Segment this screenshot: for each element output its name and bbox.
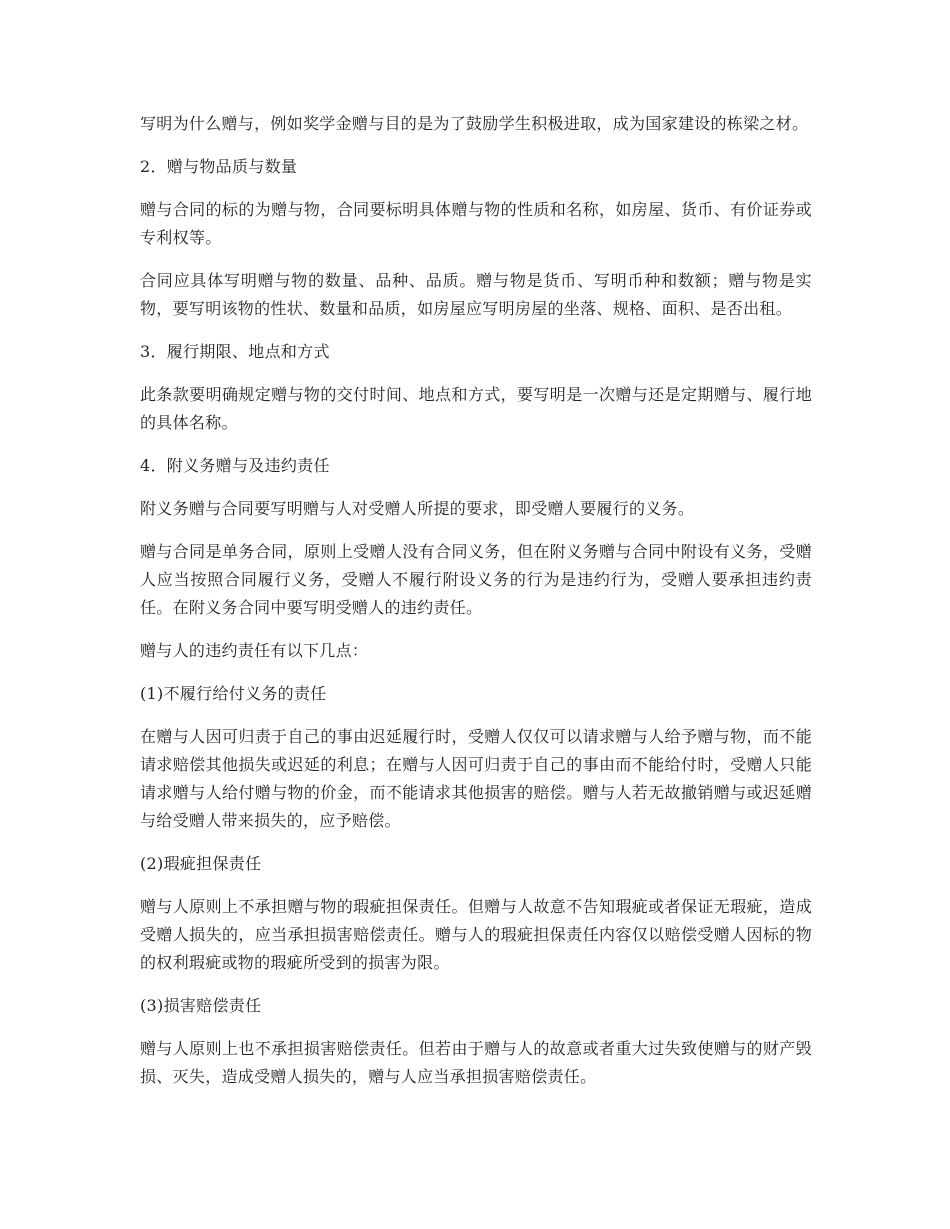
paragraph-gift-details: 合同应具体写明赠与物的数量、品种、品质。赠与物是货币、写明币种和数额；赠与物是实物，要写明该物的性状、数量和品质，如房屋应写明房屋的坐落、规格、面积、是否出租。 — [140, 271, 812, 318]
section-heading-gift-quality-quantity: 2．赠与物品质与数量 — [140, 157, 298, 176]
paragraph-gift-subject: 赠与合同的标的为赠与物，合同要标明具体赠与物的性质和名称，如房屋、货币、有价证券或专利权等。 — [140, 200, 812, 247]
section-heading-performance-terms: 3．履行期限、地点和方式 — [140, 342, 330, 361]
paragraph-donation-purpose: 写明为什么赠与，例如奖学金赠与目的是为了鼓励学生积极进取，成为国家建设的栋梁之材。 — [140, 114, 809, 133]
paragraph-donor-liability-intro: 赠与人的违约责任有以下几点： — [140, 641, 369, 660]
subheading-defect-warranty: (2)瑕疵担保责任 — [140, 854, 262, 873]
subheading-damages: (3)损害赔偿责任 — [140, 996, 262, 1015]
paragraph-conditional-gift: 附义务赠与合同要写明赠与人对受赠人所提的要求，即受赠人要履行的义务。 — [140, 499, 695, 518]
section-heading-obligations-liability: 4．附义务赠与及违约责任 — [140, 456, 330, 475]
paragraph-defect-warranty: 赠与人原则上不承担赠与物的瑕疵担保责任。但赠与人故意不告知瑕疵或者保证无瑕疵，造成受赠人损失的，应当承担损害赔偿责任。赠与人的瑕疵担保责任内容仅以赔偿受赠人因标的物的权利瑕疵或物的瑕疵所受到的损害为限。 — [140, 897, 812, 972]
paragraph-damages: 赠与人原则上也不承担损害赔偿责任。但若由于赠与人的故意或者重大过失致使赠与的财产毁损、灭失，造成受赠人损失的，赠与人应当承担损害赔偿责任。 — [140, 1039, 812, 1086]
subheading-non-performance: (1)不履行给付义务的责任 — [140, 684, 327, 703]
paragraph-non-performance: 在赠与人因可归责于自己的事由迟延履行时，受赠人仅仅可以请求赠与人给予赠与物，而不能请求赔偿其他损失或迟延的利息；在赠与人因可归责于自己的事由而不能给付时，受赠人只能请求赠与人给付赠与物的价金，而不能请求其他损害的赔偿。赠与人若无故撤销赠与或迟延赠与给受赠人带来损失的，应予赔偿。 — [140, 727, 812, 830]
paragraph-unilateral-contract: 赠与合同是单务合同，原则上受赠人没有合同义务，但在附义务赠与合同中附设有义务，受赠人应当按照合同履行义务，受赠人不履行附设义务的行为是违约行为，受赠人要承担违约责任。在附义务合同中要写明受赠人的违约责任。 — [140, 542, 812, 617]
document-page — [140, 110, 812, 1106]
paragraph-delivery-terms: 此条款要明确规定赠与物的交付时间、地点和方式，要写明是一次赠与还是定期赠与、履行地的具体名称。 — [140, 385, 812, 432]
